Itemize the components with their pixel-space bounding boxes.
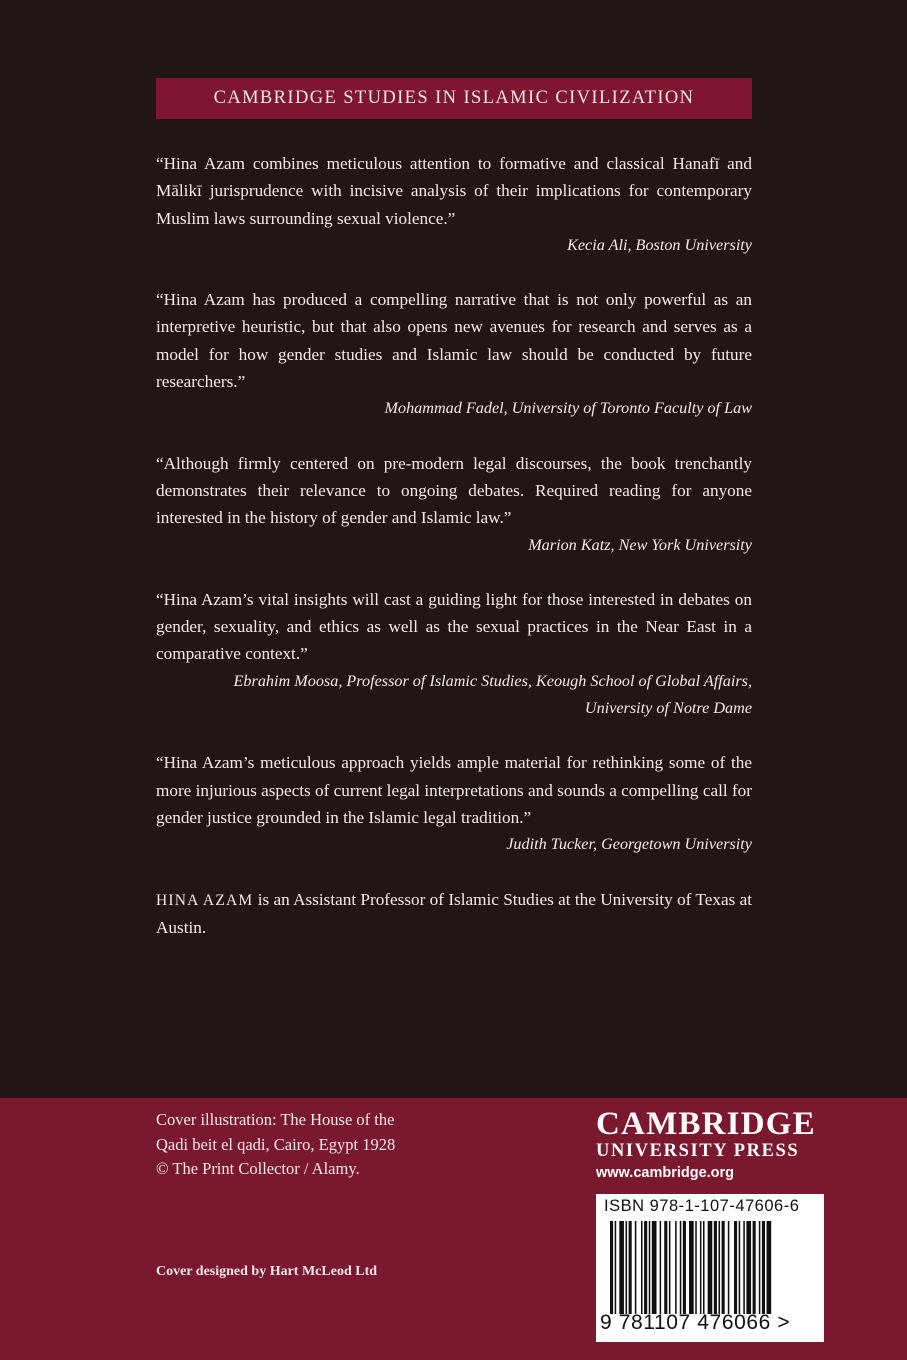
- publisher-subtitle: UNIVERSITY PRESS: [596, 1141, 800, 1161]
- isbn-label: ISBN 978-1-107-47606-6: [604, 1197, 800, 1215]
- barcode-bar: [703, 1221, 705, 1314]
- endorsement-quote: “Hina Azam’s meticulous approach yields ample material for rethinking some of the more injurious aspects of current legal interpretations and sounds a compelling call for gender justice grounded in the Islamic legal tradition.”: [156, 753, 752, 827]
- barcode-bar: [762, 1221, 765, 1314]
- barcode-bar: [734, 1221, 737, 1314]
- credit-line-3: © The Print Collector / Alamy.: [156, 1159, 360, 1178]
- barcode-bar: [680, 1221, 682, 1314]
- endorsement-quote: “Although firmly centered on pre-modern legal discourses, the book trenchantly demonstrates their relevance to ongoing debates. Required reading for anyone interested in the history of gender and Islamic law.”: [156, 453, 752, 528]
- barcode-bar: [615, 1221, 617, 1314]
- barcode-bars: [610, 1221, 816, 1314]
- endorsement: [156, 749, 752, 858]
- series-banner: [156, 78, 752, 119]
- barcode-bar: [675, 1221, 677, 1314]
- barcode-bar: [649, 1221, 651, 1314]
- author-name: HINA AZAM: [156, 891, 254, 909]
- endorsement-quote: “Hina Azam has produced a compelling narrative that is not only powerful as an interpretive heuristic, but that also opens new avenues for research and serves as a model for how gender studies and Islamic law should be conducted by future researchers.”: [156, 290, 752, 392]
- credit-line-2: Qadi beit el qadi, Cairo, Egypt 1928: [156, 1134, 396, 1154]
- cover-illustration-credit: [156, 1108, 476, 1182]
- barcode-bar: [746, 1221, 751, 1314]
- barcode-bar: [695, 1221, 697, 1314]
- barcode-bar: [714, 1221, 717, 1314]
- publisher-url: www.cambridge.org: [596, 1165, 735, 1181]
- barcode-bar: [753, 1221, 756, 1314]
- endorsement-attribution: Judith Tucker, Georgetown University: [506, 835, 752, 854]
- barcode-bar: [626, 1221, 628, 1314]
- barcode-bar: [689, 1221, 694, 1314]
- endorsement-attribution: Ebrahim Moosa, Professor of Islamic Studies, Keough School of Global Affairs,: [233, 671, 752, 690]
- barcode-bar: [669, 1221, 671, 1314]
- barcode-bar: [759, 1221, 761, 1314]
- author-bio: [156, 886, 752, 942]
- endorsement: [156, 450, 752, 559]
- endorsement: [156, 150, 752, 259]
- barcode-bar: [619, 1221, 624, 1314]
- barcode-bar: [652, 1221, 657, 1314]
- endorsement-attribution: Kecia Ali, Boston University: [567, 235, 752, 254]
- barcode-bar: [660, 1221, 662, 1314]
- endorsement-attribution: Mohammad Fadel, University of Toronto Faculty of Law: [384, 399, 752, 418]
- barcode-bar: [664, 1221, 667, 1314]
- barcode-bar: [722, 1221, 725, 1314]
- barcode-digits: 9 781107 476066 >: [600, 1311, 791, 1334]
- endorsement-attribution: Marion Katz, New York University: [528, 535, 752, 554]
- isbn-barcode: [596, 1194, 824, 1342]
- endorsements: [156, 150, 752, 941]
- barcode-bar: [629, 1221, 632, 1314]
- barcode-bar: [728, 1221, 730, 1314]
- barcode-bar: [683, 1221, 686, 1314]
- barcode-bar: [635, 1221, 637, 1314]
- barcode-bar: [743, 1221, 745, 1314]
- barcode-bar: [708, 1221, 713, 1314]
- endorsement: [156, 586, 752, 722]
- endorsement-quote: “Hina Azam combines meticulous attention to formative and classical Hanafī and Mālikī jurisprudence with incisive analysis of their implications for contemporary Muslim laws surrounding sexual violence.”: [156, 154, 752, 228]
- author-bio-text: is an Assistant Professor of Islamic Studies at the University of Texas at Austin.: [156, 889, 752, 937]
- series-title: CAMBRIDGE STUDIES IN ISLAMIC CIVILIZATION: [213, 88, 695, 108]
- publisher-name: CAMBRIDGE: [596, 1106, 816, 1142]
- credit-line-1: Cover illustration: The House of the: [156, 1110, 395, 1129]
- barcode-bar: [641, 1221, 643, 1314]
- barcode-bar: [700, 1221, 702, 1314]
- barcode-bar: [739, 1221, 741, 1314]
- barcode-bar: [767, 1221, 772, 1314]
- barcode-bar: [610, 1221, 613, 1314]
- barcode-bar: [719, 1221, 721, 1314]
- endorsement-quote: “Hina Azam’s vital insights will cast a guiding light for those interested in debates on gender, sexuality, and ethics as well as the sexual practices in the Near East in a comparative context.”: [156, 589, 752, 664]
- publisher-logo: [596, 1108, 816, 1184]
- cover-lower-panel: [0, 1098, 907, 1360]
- cover-designer-credit: Cover designed by Hart McLeod Ltd: [156, 1264, 378, 1279]
- endorsement-attribution-line2: University of Notre Dame: [584, 699, 752, 718]
- barcode-bar: [644, 1221, 647, 1314]
- endorsement: [156, 286, 752, 422]
